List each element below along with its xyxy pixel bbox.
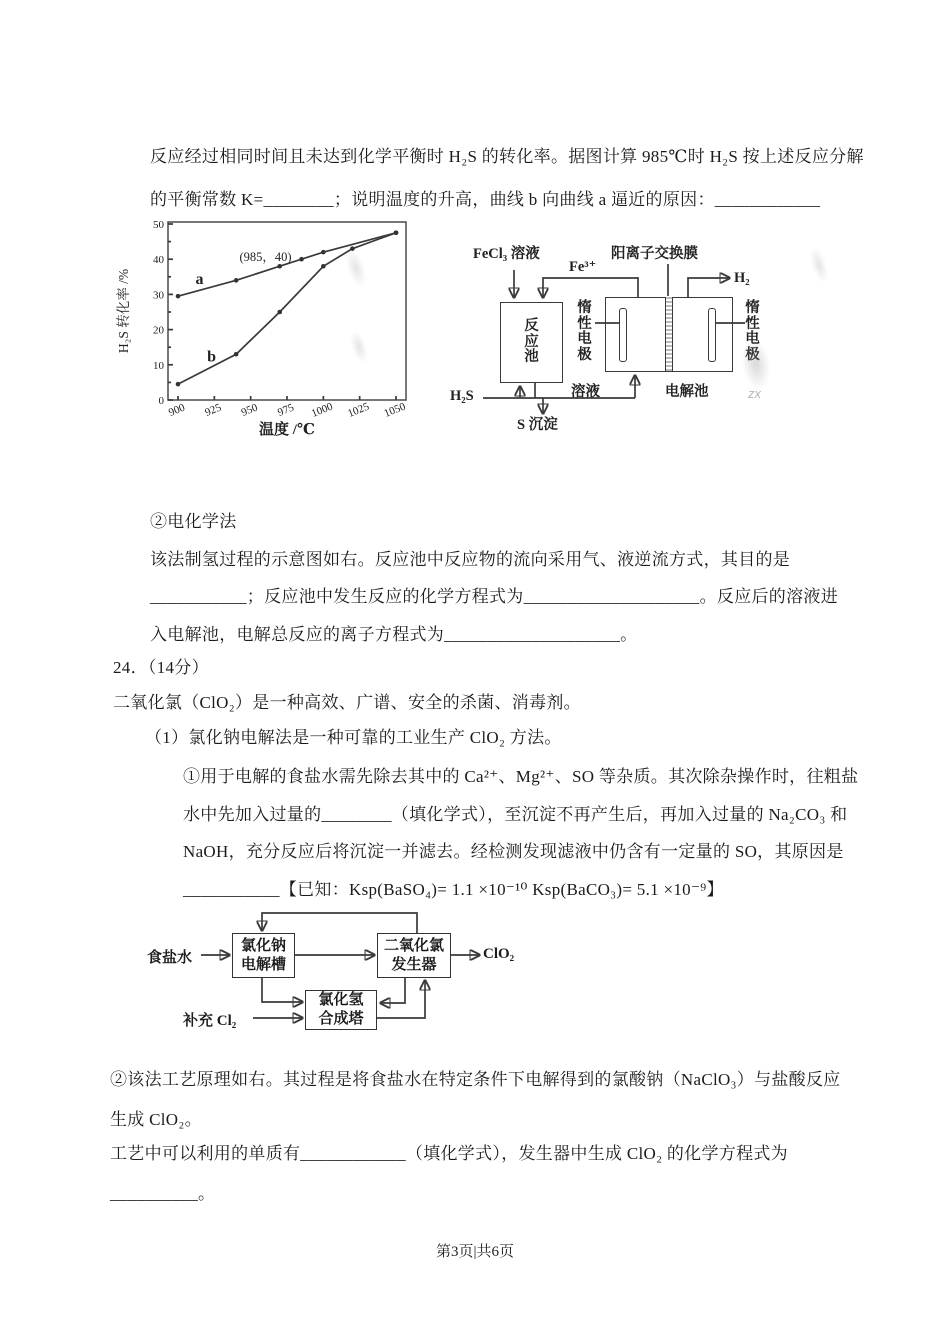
q24-sub2-paragraph-a xyxy=(110,1060,841,1140)
point-annotation: (985，40) xyxy=(239,250,292,265)
generator-box-line2: 发生器 xyxy=(391,956,437,973)
y-tick-label: 20 xyxy=(153,324,164,337)
y-tick-label: 10 xyxy=(153,359,164,372)
watermark-zx: zx xyxy=(748,386,761,401)
x-axis-label: 温度 /℃ xyxy=(259,422,315,438)
electrolyzer-box-line2: 电解槽 xyxy=(240,956,286,973)
q24-sub1-line-3: NaOH，充分反应后将沉淀一并滤去。经检测发现滤液中仍含有一定量的 SO，其原因是 xyxy=(183,842,844,861)
q24-sub1-paragraph xyxy=(183,758,858,908)
electrode-right xyxy=(708,308,716,362)
q24-sub1-line-4: ___________【已知：Ksp(BaSO₄)= 1.1 ×10⁻¹⁰ Ksp(BaCO₃)= 5.1 ×10⁻⁹】 xyxy=(183,879,724,899)
x-tick-label: 900 xyxy=(166,401,187,419)
clo2-flow-diagram xyxy=(115,905,535,1045)
x-tick-label: 1025 xyxy=(346,400,371,420)
intro-line-1: 反应经过相同时间且未达到化学平衡时 H₂S 的转化率。据图计算 985℃时 H₂S 按上述反应分解 xyxy=(150,147,864,166)
q24-sub2-line-1: ②该法工艺原理如右。其过程是将食盐水在特定条件下电解得到的氯酸钠（NaClO₃）与盐酸反应 xyxy=(110,1070,841,1089)
x-tick-label: 1000 xyxy=(309,400,335,420)
reaction-pool-label: 反应池 xyxy=(524,318,539,366)
method2-line-3: ___________；反应池中发生反应的化学方程式为____________________。反应后的溶液进 xyxy=(150,587,838,606)
y-tick-label: 30 xyxy=(153,289,164,302)
generator-box-line1: 二氧化氯 xyxy=(383,937,444,954)
q24-part1: （1）氯化钠电解法是一种可靠的工业生产 ClO₂ 方法。 xyxy=(145,728,562,747)
fecl3-solution-label: FeCl₃ 溶液 xyxy=(473,246,540,262)
hcl-tower-box-line1: 氯化氢 xyxy=(318,992,364,1008)
q24-sub2-line-2: 生成 ClO₂。 xyxy=(110,1110,202,1129)
q24-sub2-paragraph-b xyxy=(110,1134,788,1214)
brine-label: 食盐水 xyxy=(147,950,193,966)
hcl-tower-box xyxy=(305,990,377,1030)
cl2-supplement-label: 补充 Cl₂ xyxy=(183,1013,237,1029)
y-axis-label: H₂S 转化率 /% xyxy=(116,268,131,354)
q24-sub1-line-2: 水中先加入过量的________（填化学式），至沉淀不再产生后，再加入过量的 Na₂CO₃ 和 xyxy=(183,804,848,824)
q24-sub1-line-1: ①用于电解的食盐水需先除去其中的 Ca²⁺、Mg²⁺、SO 等杂质。其次除杂操作时，往粗盐 xyxy=(183,767,859,786)
electrode-left xyxy=(619,308,627,362)
y-tick-label: 40 xyxy=(153,254,164,267)
q24-heading: 24．（14分） xyxy=(113,658,209,677)
s-precipitate-label: S 沉淀 xyxy=(517,417,558,433)
intro-line-2: 的平衡常数 K=________；说明温度的升高，曲线 b 向曲线 a 逼近的原因：____________ xyxy=(150,190,821,209)
clo2-output-label: ClO₂ xyxy=(483,946,515,962)
inert-electrode-right-label: 惰性电极 xyxy=(745,300,760,363)
q24-sub2-line-4: __________。 xyxy=(110,1184,216,1203)
h2s-conversion-chart xyxy=(112,208,444,450)
h2s-process-diagram xyxy=(445,240,870,440)
cation-exchange-membrane xyxy=(665,297,673,371)
h2s-input-label: H₂S xyxy=(450,388,474,404)
series-a-line xyxy=(178,233,396,296)
electrolysis-cell-label: 电解池 xyxy=(665,384,709,400)
h2-output-label: H₂ xyxy=(734,270,750,286)
plot-frame xyxy=(168,222,406,400)
method2-paragraph xyxy=(150,503,838,653)
page-footer: 第3页|共6页 xyxy=(435,1244,514,1260)
method2-line-2: 该法制氢过程的示意图如右。反应池中反应物的流向采用气、液逆流方式，其目的是 xyxy=(150,549,791,569)
inert-electrode-left-label: 惰性电极 xyxy=(577,300,592,363)
electrolyzer-box-line1: 氯化钠 xyxy=(240,937,286,954)
chart-canvas xyxy=(112,208,444,450)
method2-line-4: 入电解池，电解总反应的离子方程式为____________________。 xyxy=(150,624,638,644)
y-tick-label: 0 xyxy=(158,395,164,407)
series-b-label: b xyxy=(207,348,216,366)
q24-intro: 二氧化氯（ClO₂）是一种高效、广谱、安全的杀菌、消毒剂。 xyxy=(113,693,581,712)
method2-line-1: ②电化学法 xyxy=(150,512,237,531)
q24-sub2-line-3: 工艺中可以利用的单质有____________（填化学式），发生器中生成 ClO₂ 的化学方程式为 xyxy=(110,1144,788,1163)
reaction-pool-box xyxy=(500,302,563,383)
generator-box xyxy=(377,933,451,978)
fe3-ion-label: Fe³⁺ xyxy=(569,259,597,275)
electrolyzer-box xyxy=(232,933,295,978)
cation-membrane-label: 阳离子交换膜 xyxy=(611,246,698,262)
x-tick-label: 950 xyxy=(239,401,260,419)
x-tick-label: 925 xyxy=(203,401,224,419)
x-tick-label: 1050 xyxy=(382,400,408,420)
series-a-label: a xyxy=(195,270,204,288)
x-tick-label: 975 xyxy=(275,401,296,419)
electrolysis-cell-box xyxy=(605,297,733,372)
hcl-tower-box-line2: 合成塔 xyxy=(318,1011,364,1027)
y-tick-label: 50 xyxy=(153,219,164,231)
solution-label: 溶液 xyxy=(571,384,600,400)
